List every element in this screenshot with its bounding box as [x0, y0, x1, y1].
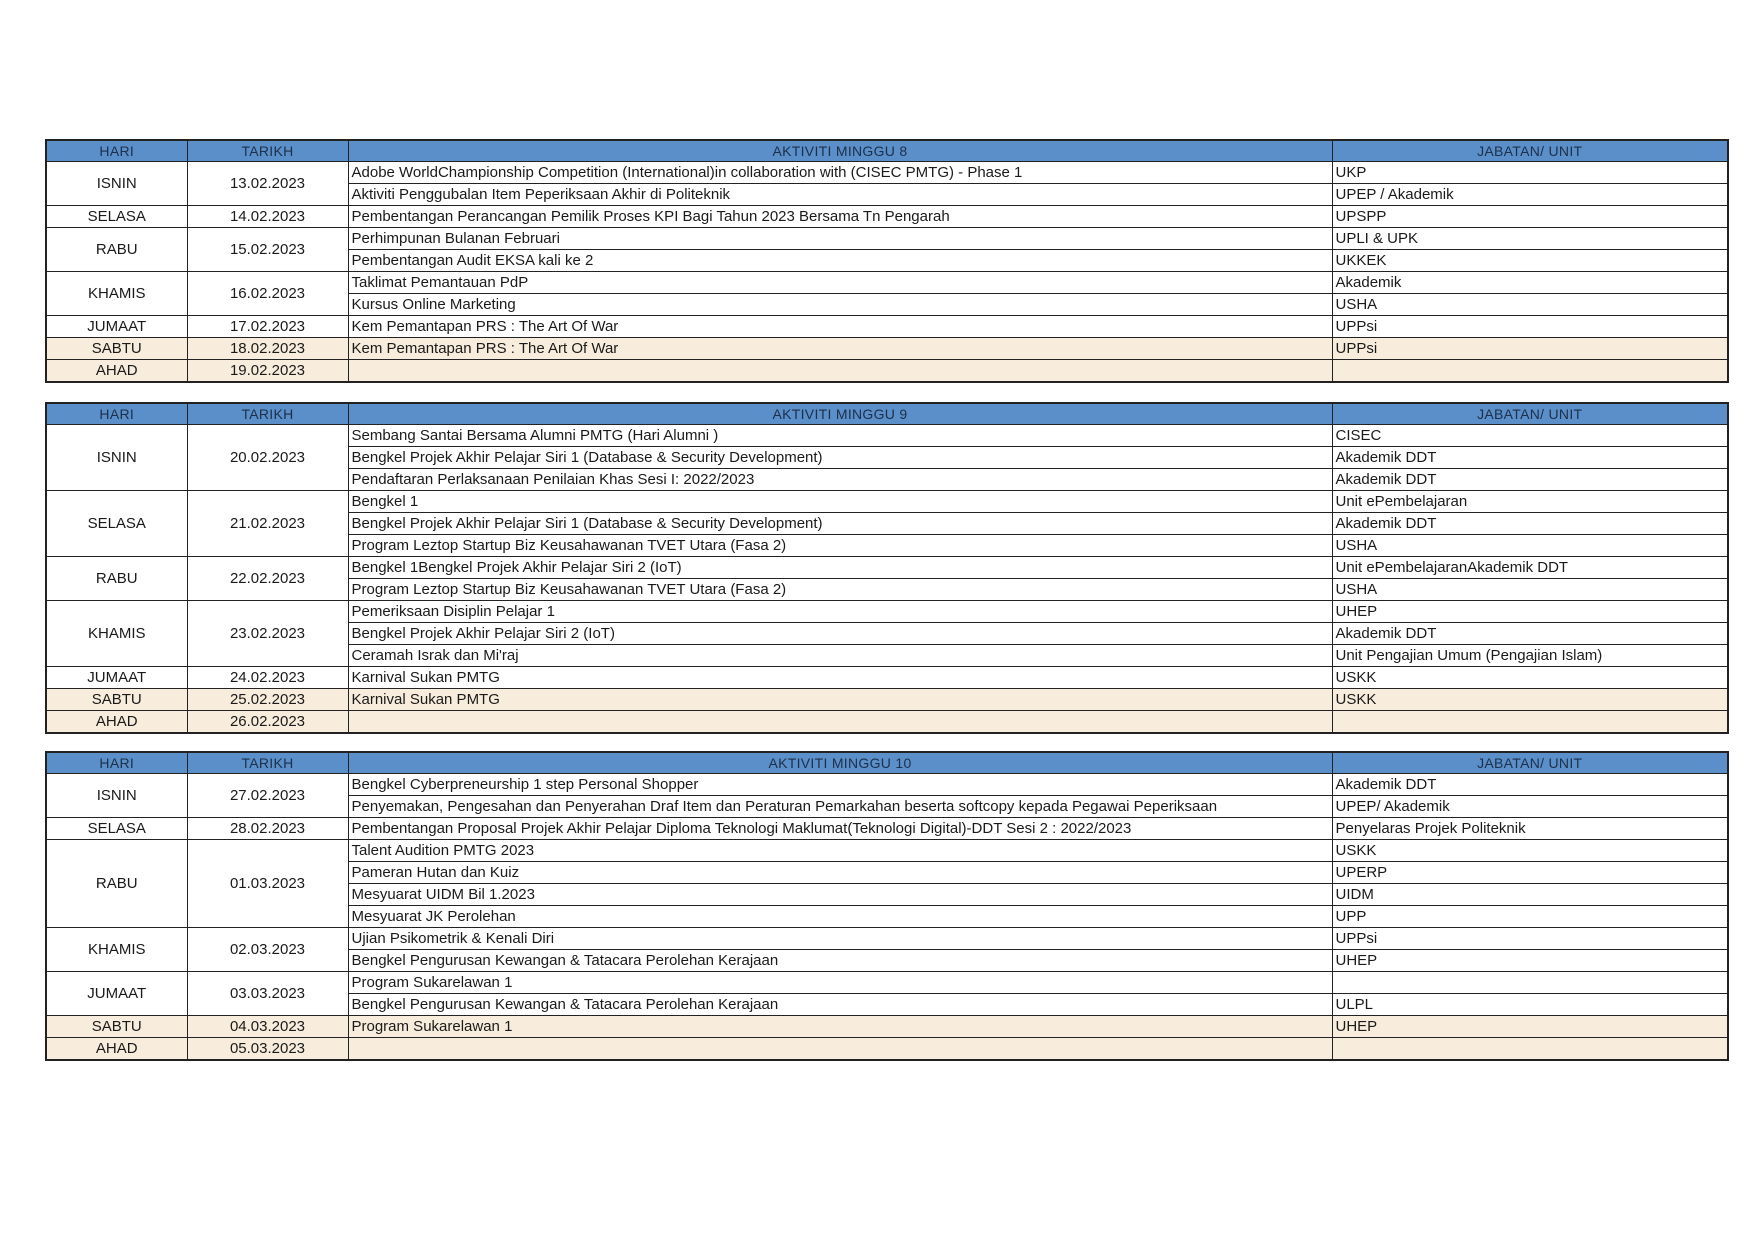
unit-cell: UKKEK	[1332, 250, 1728, 272]
activity-cell: Program Leztop Startup Biz Keusahawanan TVET Utara (Fasa 2)	[348, 579, 1332, 601]
date-cell: 24.02.2023	[187, 667, 348, 689]
activity-cell: Kem Pemantapan PRS : The Art Of War	[348, 316, 1332, 338]
activity-cell: Bengkel Pengurusan Kewangan & Tatacara Perolehan Kerajaan	[348, 950, 1332, 972]
day-cell: AHAD	[46, 1038, 187, 1061]
activity-cell: Kem Pemantapan PRS : The Art Of War	[348, 338, 1332, 360]
day-cell: SELASA	[46, 206, 187, 228]
activity-cell: Karnival Sukan PMTG	[348, 689, 1332, 711]
table-row	[46, 162, 1728, 184]
activity-cell: Program Leztop Startup Biz Keusahawanan TVET Utara (Fasa 2)	[348, 535, 1332, 557]
unit-cell: UKP	[1332, 162, 1728, 184]
unit-cell: USHA	[1332, 579, 1728, 601]
unit-cell: Akademik DDT	[1332, 447, 1728, 469]
unit-cell: Akademik DDT	[1332, 469, 1728, 491]
unit-cell: Unit ePembelajaranAkademik DDT	[1332, 557, 1728, 579]
day-cell: JUMAAT	[46, 667, 187, 689]
unit-cell: ULPL	[1332, 994, 1728, 1016]
week-8-body	[46, 162, 1728, 383]
unit-cell	[1332, 1038, 1728, 1061]
activity-cell: Sembang Santai Bersama Alumni PMTG (Hari Alumni )	[348, 425, 1332, 447]
unit-cell: UHEP	[1332, 601, 1728, 623]
activity-cell: Pembentangan Audit EKSA kali ke 2	[348, 250, 1332, 272]
activity-cell: Pembentangan Perancangan Pemilik Proses KPI Bagi Tahun 2023 Bersama Tn Pengarah	[348, 206, 1332, 228]
activity-cell: Program Sukarelawan 1	[348, 1016, 1332, 1038]
day-cell: RABU	[46, 840, 187, 928]
unit-cell: UPP	[1332, 906, 1728, 928]
table-row	[46, 272, 1728, 294]
activity-cell: Bengkel Pengurusan Kewangan & Tatacara Perolehan Kerajaan	[348, 994, 1332, 1016]
activity-cell: Kursus Online Marketing	[348, 294, 1332, 316]
table-row	[46, 228, 1728, 250]
day-cell: SABTU	[46, 689, 187, 711]
header-tarikh: TARIKH	[187, 140, 348, 162]
table-row	[46, 425, 1728, 447]
unit-cell: Akademik DDT	[1332, 774, 1728, 796]
unit-cell: Penyelaras Projek Politeknik	[1332, 818, 1728, 840]
unit-cell: Akademik DDT	[1332, 513, 1728, 535]
activity-cell	[348, 360, 1332, 383]
table-header-row	[46, 403, 1728, 425]
week-9-body	[46, 425, 1728, 734]
day-cell: SABTU	[46, 338, 187, 360]
unit-cell: UPEP / Akademik	[1332, 184, 1728, 206]
activity-cell: Bengkel Projek Akhir Pelajar Siri 1 (Database & Security Development)	[348, 447, 1332, 469]
table-row	[46, 928, 1728, 950]
table-row	[46, 1038, 1728, 1061]
header-jabatan: JABATAN/ UNIT	[1332, 752, 1728, 774]
day-cell: SABTU	[46, 1016, 187, 1038]
unit-cell	[1332, 972, 1728, 994]
header-tarikh: TARIKH	[187, 403, 348, 425]
week-9-table	[45, 402, 1729, 734]
unit-cell: USKK	[1332, 689, 1728, 711]
unit-cell: UPERP	[1332, 862, 1728, 884]
unit-cell: CISEC	[1332, 425, 1728, 447]
activity-cell: Pembentangan Proposal Projek Akhir Pelajar Diploma Teknologi Maklumat(Teknologi Digital)-DDT Sesi 2 : 2022/2023	[348, 818, 1332, 840]
date-cell: 02.03.2023	[187, 928, 348, 972]
activity-cell: Ujian Psikometrik & Kenali Diri	[348, 928, 1332, 950]
date-cell: 21.02.2023	[187, 491, 348, 557]
date-cell: 05.03.2023	[187, 1038, 348, 1061]
date-cell: 16.02.2023	[187, 272, 348, 316]
table-row	[46, 972, 1728, 994]
header-tarikh: TARIKH	[187, 752, 348, 774]
activity-cell: Mesyuarat UIDM Bil 1.2023	[348, 884, 1332, 906]
activity-cell: Mesyuarat JK Perolehan	[348, 906, 1332, 928]
date-cell: 03.03.2023	[187, 972, 348, 1016]
activity-cell: Pendaftaran Perlaksanaan Penilaian Khas Sesi I: 2022/2023	[348, 469, 1332, 491]
header-hari: HARI	[46, 140, 187, 162]
date-cell: 15.02.2023	[187, 228, 348, 272]
day-cell: AHAD	[46, 711, 187, 734]
unit-cell: Akademik DDT	[1332, 623, 1728, 645]
table-row	[46, 316, 1728, 338]
activity-cell: Bengkel Projek Akhir Pelajar Siri 1 (Database & Security Development)	[348, 513, 1332, 535]
unit-cell: USHA	[1332, 535, 1728, 557]
unit-cell	[1332, 360, 1728, 383]
activity-cell: Talent Audition PMTG 2023	[348, 840, 1332, 862]
unit-cell	[1332, 711, 1728, 734]
activity-cell: Adobe WorldChampionship Competition (International)in collaboration with (CISEC PMTG) - Phase 1	[348, 162, 1332, 184]
unit-cell: USHA	[1332, 294, 1728, 316]
unit-cell: UPLI & UPK	[1332, 228, 1728, 250]
header-aktiviti: AKTIVITI MINGGU 10	[348, 752, 1332, 774]
unit-cell: Unit ePembelajaran	[1332, 491, 1728, 513]
table-row	[46, 840, 1728, 862]
unit-cell: UPPsi	[1332, 316, 1728, 338]
unit-cell: UHEP	[1332, 950, 1728, 972]
unit-cell: USKK	[1332, 667, 1728, 689]
activity-cell: Bengkel Cyberpreneurship 1 step Personal Shopper	[348, 774, 1332, 796]
activity-cell: Aktiviti Penggubalan Item Peperiksaan Akhir di Politeknik	[348, 184, 1332, 206]
table-row	[46, 601, 1728, 623]
activity-cell: Pemeriksaan Disiplin Pelajar 1	[348, 601, 1332, 623]
day-cell: ISNIN	[46, 162, 187, 206]
unit-cell: USKK	[1332, 840, 1728, 862]
header-hari: HARI	[46, 403, 187, 425]
activity-cell: Pameran Hutan dan Kuiz	[348, 862, 1332, 884]
table-row	[46, 1016, 1728, 1038]
table-row	[46, 338, 1728, 360]
header-jabatan: JABATAN/ UNIT	[1332, 403, 1728, 425]
header-aktiviti: AKTIVITI MINGGU 9	[348, 403, 1332, 425]
activity-cell: Karnival Sukan PMTG	[348, 667, 1332, 689]
header-hari: HARI	[46, 752, 187, 774]
day-cell: KHAMIS	[46, 601, 187, 667]
day-cell: ISNIN	[46, 774, 187, 818]
date-cell: 23.02.2023	[187, 601, 348, 667]
week-10-body	[46, 774, 1728, 1061]
table-row	[46, 711, 1728, 734]
unit-cell: UPEP/ Akademik	[1332, 796, 1728, 818]
unit-cell: UPPsi	[1332, 338, 1728, 360]
day-cell: ISNIN	[46, 425, 187, 491]
day-cell: RABU	[46, 228, 187, 272]
unit-cell: Akademik	[1332, 272, 1728, 294]
activity-cell: Bengkel 1Bengkel Projek Akhir Pelajar Siri 2 (IoT)	[348, 557, 1332, 579]
table-header-row	[46, 140, 1728, 162]
week-8-table	[45, 139, 1729, 383]
date-cell: 04.03.2023	[187, 1016, 348, 1038]
day-cell: KHAMIS	[46, 928, 187, 972]
unit-cell: UPPsi	[1332, 928, 1728, 950]
unit-cell: Unit Pengajian Umum (Pengajian Islam)	[1332, 645, 1728, 667]
date-cell: 20.02.2023	[187, 425, 348, 491]
date-cell: 01.03.2023	[187, 840, 348, 928]
day-cell: JUMAAT	[46, 972, 187, 1016]
table-header-row	[46, 752, 1728, 774]
activity-cell: Taklimat Pemantauan PdP	[348, 272, 1332, 294]
activity-cell: Bengkel 1	[348, 491, 1332, 513]
activity-cell	[348, 711, 1332, 734]
day-cell: JUMAAT	[46, 316, 187, 338]
header-aktiviti: AKTIVITI MINGGU 8	[348, 140, 1332, 162]
date-cell: 17.02.2023	[187, 316, 348, 338]
table-row	[46, 689, 1728, 711]
day-cell: RABU	[46, 557, 187, 601]
date-cell: 19.02.2023	[187, 360, 348, 383]
date-cell: 13.02.2023	[187, 162, 348, 206]
unit-cell: UHEP	[1332, 1016, 1728, 1038]
activity-cell: Penyemakan, Pengesahan dan Penyerahan Draf Item dan Peraturan Pemarkahan beserta softcopy kepada Pegawai Peperiksaan	[348, 796, 1332, 818]
table-row	[46, 206, 1728, 228]
table-row	[46, 667, 1728, 689]
table-row	[46, 774, 1728, 796]
header-jabatan: JABATAN/ UNIT	[1332, 140, 1728, 162]
unit-cell: UIDM	[1332, 884, 1728, 906]
day-cell: KHAMIS	[46, 272, 187, 316]
day-cell: SELASA	[46, 818, 187, 840]
date-cell: 26.02.2023	[187, 711, 348, 734]
day-cell: AHAD	[46, 360, 187, 383]
activity-cell: Bengkel Projek Akhir Pelajar Siri 2 (IoT)	[348, 623, 1332, 645]
table-row	[46, 818, 1728, 840]
week-10-table	[45, 751, 1729, 1061]
date-cell: 28.02.2023	[187, 818, 348, 840]
unit-cell: UPSPP	[1332, 206, 1728, 228]
activity-cell	[348, 1038, 1332, 1061]
date-cell: 27.02.2023	[187, 774, 348, 818]
date-cell: 22.02.2023	[187, 557, 348, 601]
activity-cell: Perhimpunan Bulanan Februari	[348, 228, 1332, 250]
table-row	[46, 360, 1728, 383]
date-cell: 18.02.2023	[187, 338, 348, 360]
table-row	[46, 557, 1728, 579]
table-row	[46, 491, 1728, 513]
activity-cell: Program Sukarelawan 1	[348, 972, 1332, 994]
day-cell: SELASA	[46, 491, 187, 557]
date-cell: 14.02.2023	[187, 206, 348, 228]
date-cell: 25.02.2023	[187, 689, 348, 711]
activity-cell: Ceramah Israk dan Mi'raj	[348, 645, 1332, 667]
